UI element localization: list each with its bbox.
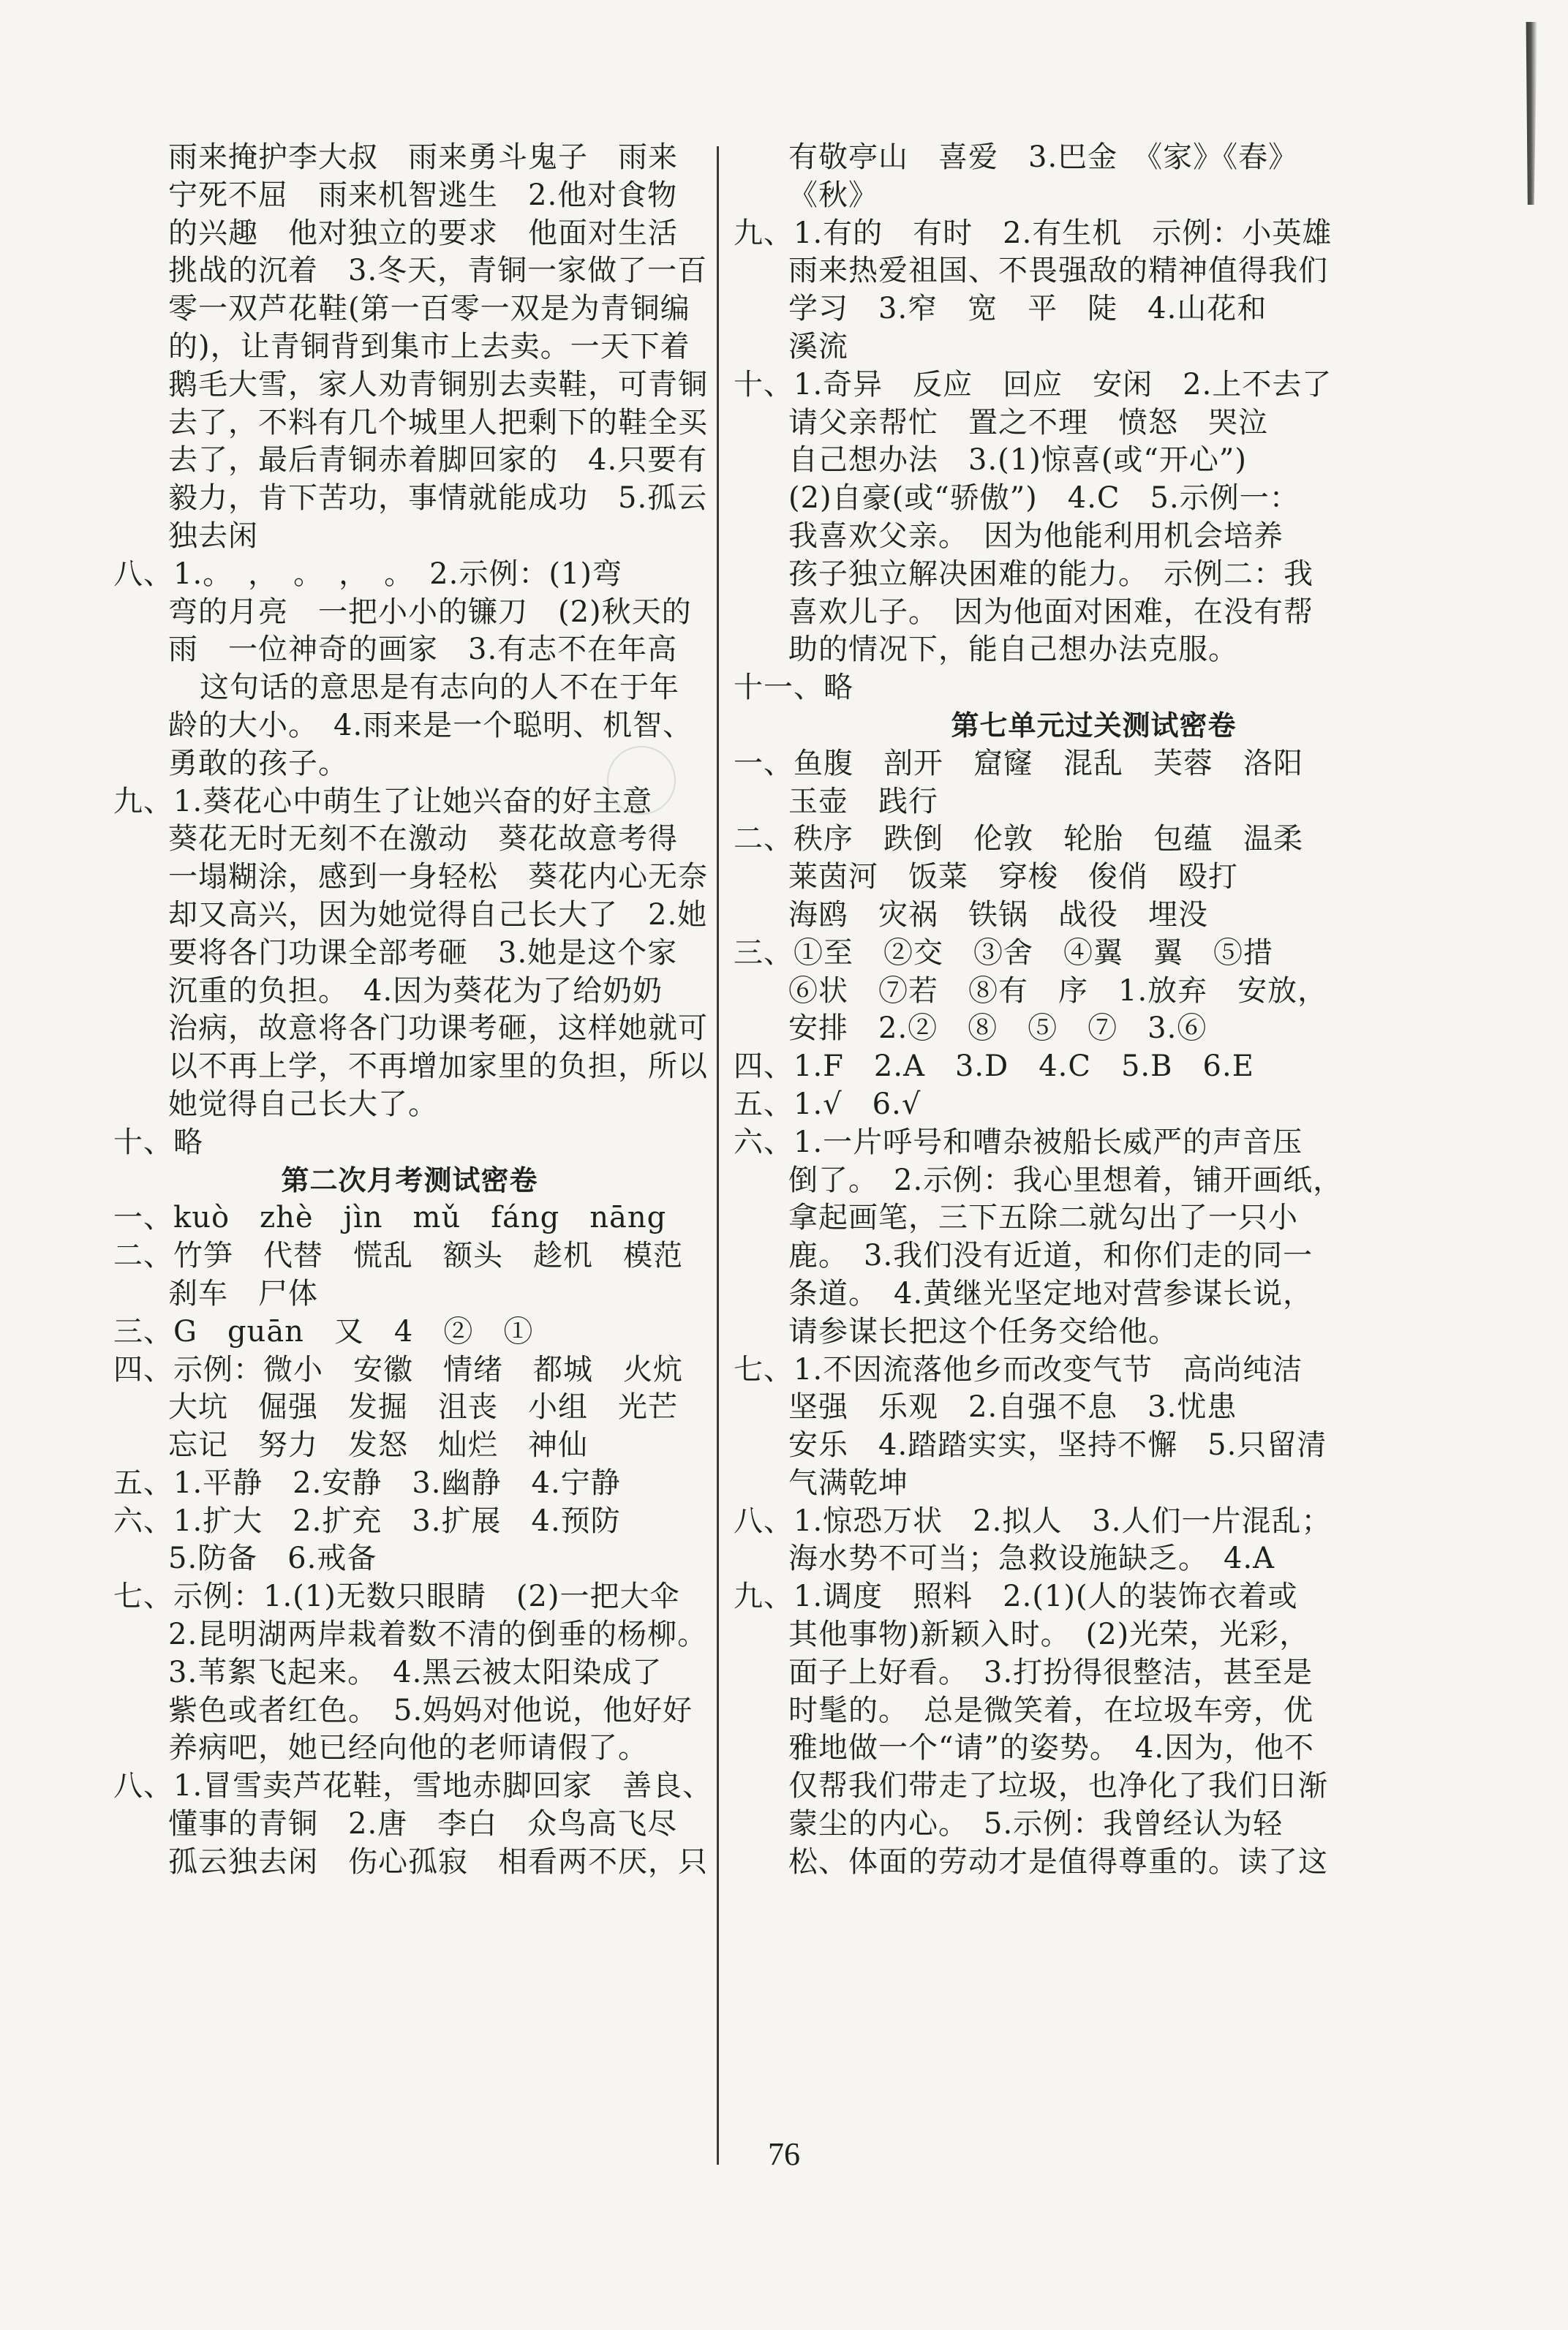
- answer-line: 毅力，肯下苦功，事情就能成功 5.孤云: [168, 481, 708, 516]
- answer-line: 这句话的意思是有志向的人不在于年: [200, 671, 679, 705]
- answer-line: 鹿。 3.我们没有近道，和你们走的同一: [788, 1239, 1313, 1273]
- answer-line: 刹车 尸体: [168, 1276, 318, 1311]
- answer-line: 的兴趣 他对独立的要求 他面对生活: [168, 216, 678, 250]
- answer-line: 八、1.冒雪卖芦花鞋，雪地赤脚回家 善良、: [113, 1769, 713, 1803]
- answer-line: 懂事的青铜 2.唐 李白 众鸟高飞尽: [168, 1807, 678, 1841]
- answer-line: 时髦的。 总是微笑着，在垃圾车旁，优: [788, 1693, 1313, 1727]
- answer-line: 《秋》: [788, 178, 878, 212]
- answer-line: 二、秩序 跌倒 伦敦 轮胎 包蕴 温柔: [734, 822, 1303, 856]
- answer-line: 五、1.√ 6.√: [734, 1087, 921, 1121]
- answer-line: 八、1.。 ， 。 ， 。 2.示例：(1)弯: [113, 557, 622, 591]
- answer-line: 孤云独去闲 伤心孤寂 相看两不厌，只: [168, 1844, 708, 1879]
- answer-line: 龄的大小。 4.雨来是一个聪明、机智、: [168, 708, 693, 742]
- answer-line: 二、竹笋 代替 慌乱 额头 趁机 模范: [113, 1239, 683, 1273]
- answer-line: 喜欢儿子。 因为他面对困难，在没有帮: [788, 595, 1313, 629]
- answer-line: 九、1.有的 有时 2.有生机 示例：小英雄: [734, 216, 1333, 250]
- answer-line: 坚强 乐观 2.自强不息 3.忧患: [788, 1390, 1237, 1425]
- answer-line: 挑战的沉着 3.冬天，青铜一家做了一百: [168, 254, 708, 288]
- answer-line: 自己想办法 3.(1)惊喜(或“开心”): [788, 443, 1247, 478]
- answer-line: 四、1.F 2.A 3.D 4.C 5.B 6.E: [734, 1049, 1254, 1084]
- answer-line: 弯的月亮 一把小小的镰刀 (2)秋天的: [168, 595, 692, 629]
- answer-line: 莱茵河 饭菜 穿梭 俊俏 殴打: [788, 860, 1238, 894]
- answer-line: 蒙尘的内心。 5.示例：我曾经认为轻: [788, 1807, 1284, 1841]
- answer-line: 的)，让青铜背到集市上去卖。一天下着: [168, 329, 690, 363]
- answer-line: 沉重的负担。 4.因为葵花为了给奶奶: [168, 973, 663, 1008]
- page-number: 76: [768, 2136, 800, 2172]
- answer-line: 六、1.一片呼号和嘈杂被船长威严的声音压: [734, 1125, 1303, 1159]
- answer-line: 溪流: [788, 329, 848, 363]
- answer-line: 海水势不可当；急救设施缺乏。 4.A: [788, 1542, 1275, 1576]
- answer-line: 请父亲帮忙 置之不理 愤怒 哭泣: [788, 405, 1268, 440]
- answer-line: 学习 3.窄 宽 平 陡 4.山花和: [788, 292, 1267, 326]
- answer-line: 倒了。 2.示例：我心里想着，铺开画纸，: [788, 1163, 1343, 1197]
- answer-line: 她觉得自己长大了。: [168, 1087, 438, 1121]
- answer-line: 去了，不料有几个城里人把剩下的鞋全买: [168, 405, 708, 440]
- answer-line: 安排 2.② ⑧ ⑤ ⑦ 3.⑥: [788, 1011, 1207, 1046]
- answer-line: 孩子独立解决困难的能力。 示例二：我: [788, 557, 1313, 591]
- answer-line: 鹅毛大雪，家人劝青铜别去卖鞋，可青铜: [168, 367, 708, 401]
- answer-line: 三、G guān 又 4 ② ①: [113, 1314, 534, 1349]
- answer-line: 拿起画笔，三下五除二就勾出了一只小: [788, 1201, 1298, 1235]
- answer-line: 有敬亭山 喜爱 3.巴金 《家》《春》: [788, 140, 1299, 174]
- answer-line: 三、①至 ②交 ③舍 ④翼 翼 ⑤措: [734, 935, 1273, 970]
- section-title: 第二次月考测试密卷: [281, 1164, 538, 1196]
- answer-line: 雨 一位神奇的画家 3.有志不在年高: [168, 633, 678, 667]
- answer-line: 五、1.平静 2.安静 3.幽静 4.宁静: [113, 1466, 621, 1500]
- answer-line: 宁死不屈 雨来机智逃生 2.他对食物: [168, 178, 678, 212]
- column-divider: [717, 146, 719, 2165]
- answer-line: 助的情况下，能自己想办法克服。: [788, 633, 1238, 667]
- answer-line: 请参谋长把这个任务交给他。: [788, 1314, 1178, 1349]
- answer-line: 海鸥 灾祸 铁锅 战役 埋没: [788, 897, 1208, 932]
- page-edge-shadow: [1521, 22, 1537, 205]
- answer-line: 六、1.扩大 2.扩充 3.扩展 4.预防: [113, 1504, 621, 1538]
- answer-line: 八、1.惊恐万状 2.拟人 3.人们一片混乱；: [734, 1504, 1332, 1538]
- answer-line: 一塌糊涂，感到一身轻松 葵花内心无奈: [168, 860, 708, 894]
- answer-line: 其他事物)新颖入时。 (2)光荣，光彩，: [788, 1618, 1310, 1652]
- answer-line: 葵花无时无刻不在激动 葵花故意考得: [168, 822, 678, 856]
- answer-line: 十、略: [113, 1125, 203, 1159]
- answer-line: 玉壶 践行: [788, 784, 938, 818]
- answer-line: 要将各门功课全部考砸 3.她是这个家: [168, 935, 678, 970]
- watermark-stamp: [607, 746, 676, 815]
- answer-line: 独去闲: [168, 519, 258, 553]
- section-title: 第七单元过关测试密卷: [951, 709, 1237, 742]
- answer-line: 七、示例：1.(1)无数只眼睛 (2)一把大伞: [113, 1580, 680, 1614]
- answer-line: 雅地做一个“请”的姿势。 4.因为，他不: [788, 1731, 1315, 1765]
- answer-line: 我喜欢父亲。 因为他能利用机会培养: [788, 519, 1284, 553]
- answer-line: 去了，最后青铜赤着脚回家的 4.只要有: [168, 443, 708, 478]
- answer-line: 紫色或者红色。 5.妈妈对他说，他好好: [168, 1693, 693, 1727]
- answer-line: 治病，故意将各门功课考砸，这样她就可: [168, 1011, 708, 1046]
- answer-line: 四、示例：微小 安徽 情绪 都城 火炕: [113, 1352, 683, 1387]
- answer-line: 雨来热爱祖国、不畏强敌的精神值得我们: [788, 254, 1328, 288]
- answer-line: 一、鱼腹 剖开 窟窿 混乱 芙蓉 洛阳: [734, 746, 1303, 780]
- left-column: [113, 139, 713, 1882]
- answer-line: 气满乾坤: [788, 1466, 908, 1500]
- answer-line: 零一双芦花鞋(第一百零一双是为青铜编: [168, 292, 690, 326]
- answer-line: 九、1.葵花心中萌生了让她兴奋的好主意: [113, 784, 653, 818]
- answer-line: 一、kuò zhè jìn mǔ fáng nāng: [113, 1201, 667, 1235]
- answer-line: 以不再上学，不再增加家里的负担，所以: [168, 1049, 708, 1084]
- answer-line: 七、1.不因流落他乡而改变气节 高尚纯洁: [734, 1352, 1303, 1387]
- answer-line: 面子上好看。 3.打扮得很整洁，甚至是: [788, 1655, 1313, 1689]
- answer-line: 大坑 倔强 发掘 沮丧 小组 光芒: [168, 1390, 678, 1425]
- answer-line: 安乐 4.踏踏实实，坚持不懈 5.只留清: [788, 1428, 1327, 1463]
- answer-line: 十一、略: [734, 671, 853, 705]
- answer-line: 3.苇絮飞起来。 4.黑云被太阳染成了: [168, 1655, 663, 1689]
- answer-line: ⑥状 ⑦若 ⑧有 序 1.放弃 安放，: [788, 973, 1328, 1008]
- answer-line: (2)自豪(或“骄傲”) 4.C 5.示例一：: [788, 481, 1300, 516]
- answer-line: 九、1.调度 照料 2.(1)(人的装饰衣着或: [734, 1580, 1298, 1614]
- answer-line: 养病吧，她已经向他的老师请假了。: [168, 1731, 648, 1765]
- answer-line: 十、1.奇异 反应 回应 安闲 2.上不去了: [734, 367, 1333, 401]
- answer-line: 勇敢的孩子。: [168, 746, 348, 780]
- answer-line: 5.防备 6.戒备: [168, 1542, 377, 1576]
- answer-line: 条道。 4.黄继光坚定地对营参谋长说，: [788, 1276, 1313, 1311]
- answer-line: 2.昆明湖两岸栽着数不清的倒垂的杨柳。: [168, 1618, 708, 1652]
- answer-line: 仅帮我们带走了垃圾，也净化了我们日渐: [788, 1769, 1328, 1803]
- answer-line: 却又高兴，因为她觉得自己长大了 2.她: [168, 897, 708, 932]
- answer-line: 松、体面的劳动才是值得尊重的。读了这: [788, 1844, 1328, 1879]
- right-column: [734, 139, 1454, 1882]
- answer-line: 忘记 努力 发怒 灿烂 神仙: [168, 1428, 588, 1463]
- answer-line: 雨来掩护李大叔 雨来勇斗鬼子 雨来: [168, 140, 678, 174]
